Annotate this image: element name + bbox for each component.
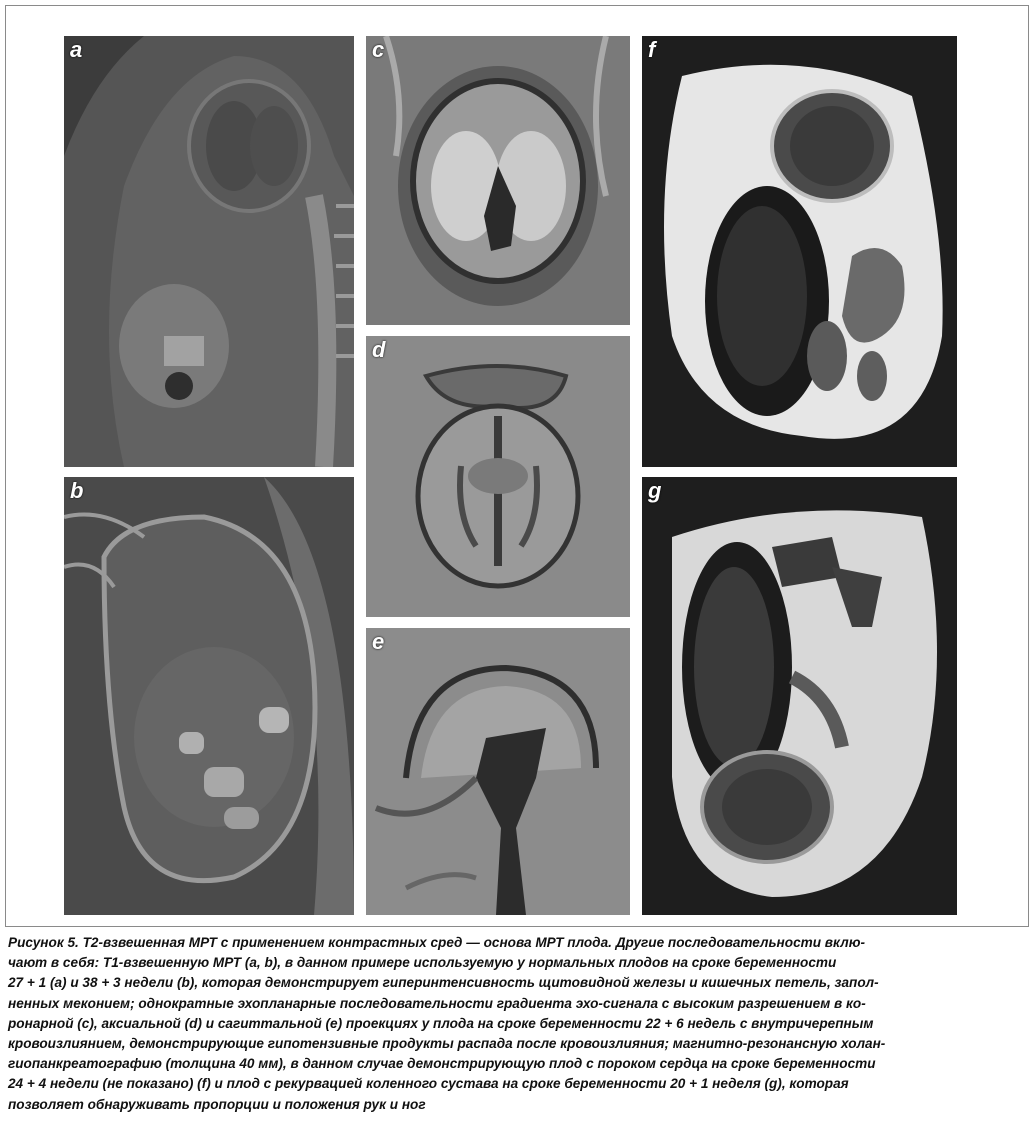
- caption-line: Рисунок 5. Т2-взвешенная МРТ с применением контрастных сред — основа МРТ плода. Другие последовательности вклю-: [8, 935, 865, 950]
- mri-image-a: [64, 36, 354, 467]
- panel-label-e: e: [372, 629, 385, 654]
- caption-line: ненных меконием; однократные эхопланарные последовательности градиента эхо-сигнала с высоким разрешением в ко-: [8, 995, 866, 1011]
- mri-panel-g: [642, 477, 957, 915]
- panel-label-d: d: [372, 337, 386, 362]
- mri-panel-a: [64, 36, 354, 467]
- caption-line: 27 + 1 (а) и 38 + 3 недели (b), которая демонстрирует гиперинтенсивность щитовидной железы и кишечных петель, запол-: [8, 975, 879, 991]
- caption-line: 24 + 4 недели (не показано) (f) и плод с рекурвацией коленного сустава на сроке беременности 20 + 1 неделя (g), которая: [8, 1076, 849, 1092]
- mri-image-b: [64, 477, 354, 915]
- figure-frame: [5, 5, 1029, 927]
- caption-line: чают в себя: Т1-взвешенную МРТ (а, b), в данном примере используемую у нормальных плодов на сроке беременности: [8, 955, 837, 971]
- panel-label-b: b: [70, 478, 84, 503]
- mri-panel-c: [366, 36, 630, 325]
- mri-panel-e: [366, 628, 630, 915]
- caption-line: ронарной (с), аксиальной (d) и сагиттальной (е) проекциях у плода на сроке беременности 22 + 6 недель с внутричерепным: [8, 1015, 874, 1031]
- panel-label-g: g: [648, 478, 662, 503]
- mri-image-f: [642, 36, 957, 467]
- panel-label-c: c: [372, 37, 385, 62]
- caption-line: гиопанкреатографию (толщина 40 мм), в данном случае демонстрирующую плод с пороком сердца на сроке беременности: [8, 1056, 876, 1072]
- caption-line: кровоизлиянием, демонстрирующие гипотензивные продукты распада после кровоизлияния; магнитно-резонансную холан-: [8, 1036, 886, 1052]
- panel-label-a: a: [70, 37, 83, 62]
- mri-image-c: [366, 36, 630, 325]
- mri-panel-b: [64, 477, 354, 915]
- mri-image-e: [366, 628, 630, 915]
- mri-panel-f: [642, 36, 957, 467]
- panel-label-f: f: [648, 37, 656, 62]
- mri-image-g: [642, 477, 957, 915]
- figure-caption: [8, 933, 1028, 1115]
- mri-image-d: [366, 336, 630, 617]
- mri-panel-d: [366, 336, 630, 617]
- caption-line: позволяет обнаруживать пропорции и положения рук и ног: [8, 1096, 426, 1112]
